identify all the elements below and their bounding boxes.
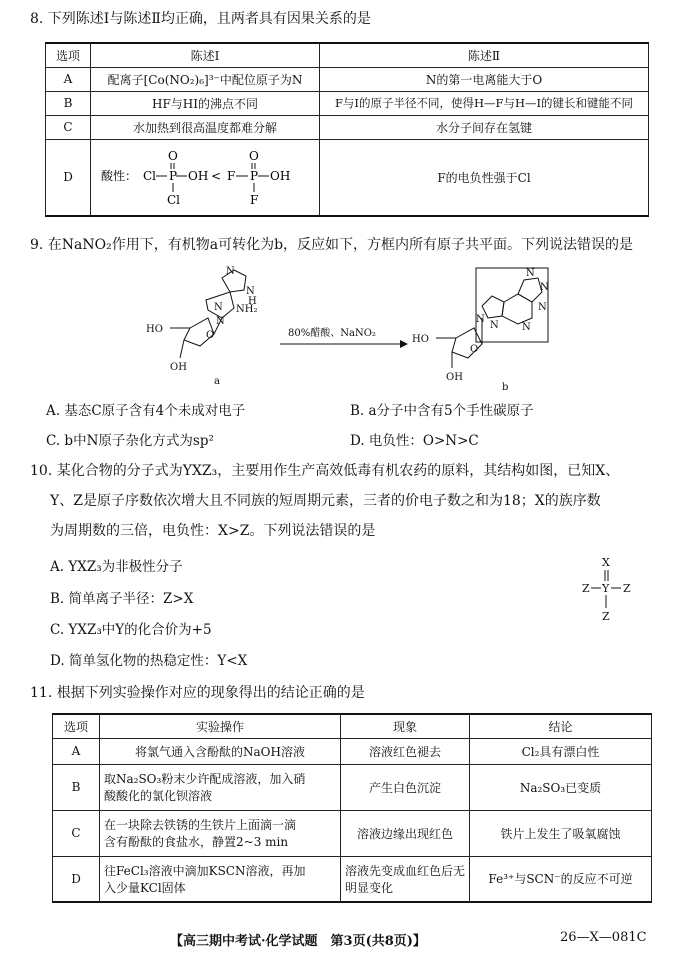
q10-option-d: D. 简单氢化物的热稳定性：Y<X	[50, 653, 248, 669]
q9-option-a: A. 基态C原子含有4个未成对电子	[46, 403, 246, 419]
svg-text:O: O	[249, 148, 259, 163]
q9-option-c: C. b中N原子杂化方式为sp²	[46, 433, 214, 449]
molecule-a-labels	[146, 266, 257, 387]
phenomenon-cell: 溶液边缘出现红色	[341, 810, 470, 856]
option-cell: B	[46, 91, 91, 115]
q9-option-b: B. a分子中含有5个手性碳原子	[350, 403, 534, 419]
operation-cell: 在一块除去铁锈的生铁片上面滴一滴 含有酚酞的食盐水，静置2~3 min	[100, 810, 341, 856]
q10-option-a: A. YXZ₃为非极性分子	[50, 559, 183, 575]
q8-header-s2: 陈述Ⅱ	[320, 43, 649, 67]
option-cell: D	[53, 856, 100, 902]
table-row	[53, 764, 652, 810]
label-b: b	[502, 382, 509, 393]
statement1-cell: 配离子[Co(NO₂)₆]³⁻中配位原子为N	[91, 67, 320, 91]
reaction-arrow	[280, 326, 408, 348]
label-a: a	[214, 376, 220, 387]
table-row	[53, 810, 652, 856]
operation-cell: 往FeCl₃溶液中滴加KSCN溶液，再加 入少量KCl固体	[100, 856, 341, 902]
q10-stem-line3: 为周期数的三倍，电负性：X>Z。下列说法错误的是	[50, 523, 376, 539]
svg-text:P: P	[250, 168, 259, 183]
option-cell: B	[53, 764, 100, 810]
option-cell: A	[53, 738, 100, 764]
q11-header-phenomenon: 现象	[341, 714, 470, 738]
statement1-cell	[91, 139, 320, 216]
molecule-b-labels	[412, 268, 549, 393]
svg-text:OH: OH	[446, 372, 463, 383]
q11-header-option: 选项	[53, 714, 100, 738]
table-row	[46, 91, 649, 115]
svg-text:N: N	[538, 302, 547, 313]
svg-text:N: N	[540, 282, 549, 293]
q10-option-b: B. 简单离子半径：Z>X	[50, 591, 194, 607]
conclusion-cell: Cl₂具有漂白性	[470, 738, 652, 764]
phenomenon-cell: 溶液红色褪去	[341, 738, 470, 764]
q9-stem: 9. 在NaNO₂作用下，有机物a可转化为b，反应如下，方框内所有原子共平面。下列说法错误的是	[30, 237, 634, 253]
statement2-cell: F与I的原子半径不同，使得H—F与H—I的键长和键能不同	[320, 91, 649, 115]
svg-text:OH: OH	[188, 168, 209, 183]
svg-text:N: N	[226, 266, 235, 277]
molecule-b	[436, 268, 548, 368]
svg-text:HO: HO	[146, 324, 163, 335]
svg-text:N: N	[214, 302, 223, 313]
phenomenon-cell: 溶液先变成血红色后无明显变化	[341, 856, 470, 902]
statement1-cell: HF与HI的沸点不同	[91, 91, 320, 115]
svg-text:HO: HO	[412, 334, 429, 345]
less-than-sign: <	[211, 168, 222, 183]
page-footer: 【高三期中考试·化学试题 第3页(共8页)】	[170, 934, 426, 949]
svg-text:O: O	[168, 148, 178, 163]
table-row	[46, 115, 649, 139]
q8-header-option: 选项	[46, 43, 91, 67]
table-row	[46, 67, 649, 91]
svg-text:Cl: Cl	[143, 168, 157, 183]
conclusion-cell: Na₂SO₃已变质	[470, 764, 652, 810]
table-row	[53, 856, 652, 902]
svg-text:N: N	[246, 286, 255, 297]
svg-text:N: N	[476, 314, 485, 325]
svg-text:N: N	[522, 322, 531, 333]
table-row	[46, 139, 649, 216]
q11-table	[52, 713, 652, 903]
svg-text:Z: Z	[623, 582, 631, 595]
q9-option-d: D. 电负性：O>N>C	[350, 433, 479, 449]
svg-text:NH₂: NH₂	[236, 304, 258, 315]
svg-text:H: H	[248, 296, 257, 307]
arrow-label: 80%醋酸、NaNO₂	[288, 328, 376, 339]
svg-text:O: O	[206, 330, 215, 341]
svg-text:Z: Z	[582, 582, 590, 595]
phenomenon-cell: 产生白色沉淀	[341, 764, 470, 810]
yxz3-structure	[578, 554, 638, 624]
svg-text:P: P	[169, 168, 178, 183]
q10-stem-line1: 10. 某化合物的分子式为YXZ₃，主要用作生产高效低毒有机农药的原料，其结构如图，已知X、	[30, 463, 620, 479]
q8-header-s1: 陈述Ⅰ	[91, 43, 320, 67]
acidity-label: 酸性：	[101, 168, 138, 183]
svg-text:Cl: Cl	[167, 192, 181, 207]
operation-cell: 将氯气通入含酚酞的NaOH溶液	[100, 738, 341, 764]
svg-text:N: N	[216, 316, 225, 327]
q10-stem-line2: Y、Z是原子序数依次增大且不同族的短周期元素，三者的价电子数之和为18；X的族序数	[50, 493, 601, 509]
option-cell: C	[53, 810, 100, 856]
q8-stem: 8. 下列陈述Ⅰ与陈述Ⅱ均正确，且两者具有因果关系的是	[30, 11, 371, 27]
statement2-cell: 水分子间存在氢键	[320, 115, 649, 139]
svg-text:O: O	[470, 344, 479, 355]
acid-structures-diagram	[95, 140, 315, 212]
statement2-cell: F的电负性强于Cl	[320, 139, 649, 216]
q11-header-operation: 实验操作	[100, 714, 341, 738]
statement2-cell: N的第一电离能大于O	[320, 67, 649, 91]
conclusion-cell: 铁片上发生了吸氧腐蚀	[470, 810, 652, 856]
dichlorophosphoric-acid-structure	[143, 149, 208, 207]
option-cell: C	[46, 115, 91, 139]
q8-table	[45, 42, 649, 217]
svg-text:N: N	[490, 320, 499, 331]
exam-code: 26—X—081C	[560, 930, 647, 945]
conclusion-cell: Fe³⁺与SCN⁻的反应不可逆	[470, 856, 652, 902]
reaction-scheme	[130, 262, 560, 394]
statement1-cell: 水加热到很高温度都难分解	[91, 115, 320, 139]
svg-text:Z: Z	[602, 610, 610, 623]
difluorophosphoric-acid-structure	[227, 149, 290, 207]
q11-header-conclusion: 结论	[470, 714, 652, 738]
svg-text:F: F	[250, 192, 259, 207]
svg-text:Y: Y	[602, 582, 610, 595]
svg-text:OH: OH	[170, 362, 187, 373]
q10-option-c: C. YXZ₃中Y的化合价为+5	[50, 622, 212, 638]
table-row	[53, 738, 652, 764]
operation-cell: 取Na₂SO₃粉末少许配成溶液，加入硝 酸酸化的氯化钡溶液	[100, 764, 341, 810]
option-cell: A	[46, 67, 91, 91]
svg-text:X: X	[602, 556, 610, 569]
q11-stem: 11. 根据下列实验操作对应的现象得出的结论正确的是	[30, 685, 365, 701]
svg-text:OH: OH	[270, 168, 291, 183]
molecule-a	[170, 270, 246, 358]
svg-text:F: F	[227, 168, 236, 183]
option-cell: D	[46, 139, 91, 216]
svg-text:N: N	[526, 268, 535, 279]
